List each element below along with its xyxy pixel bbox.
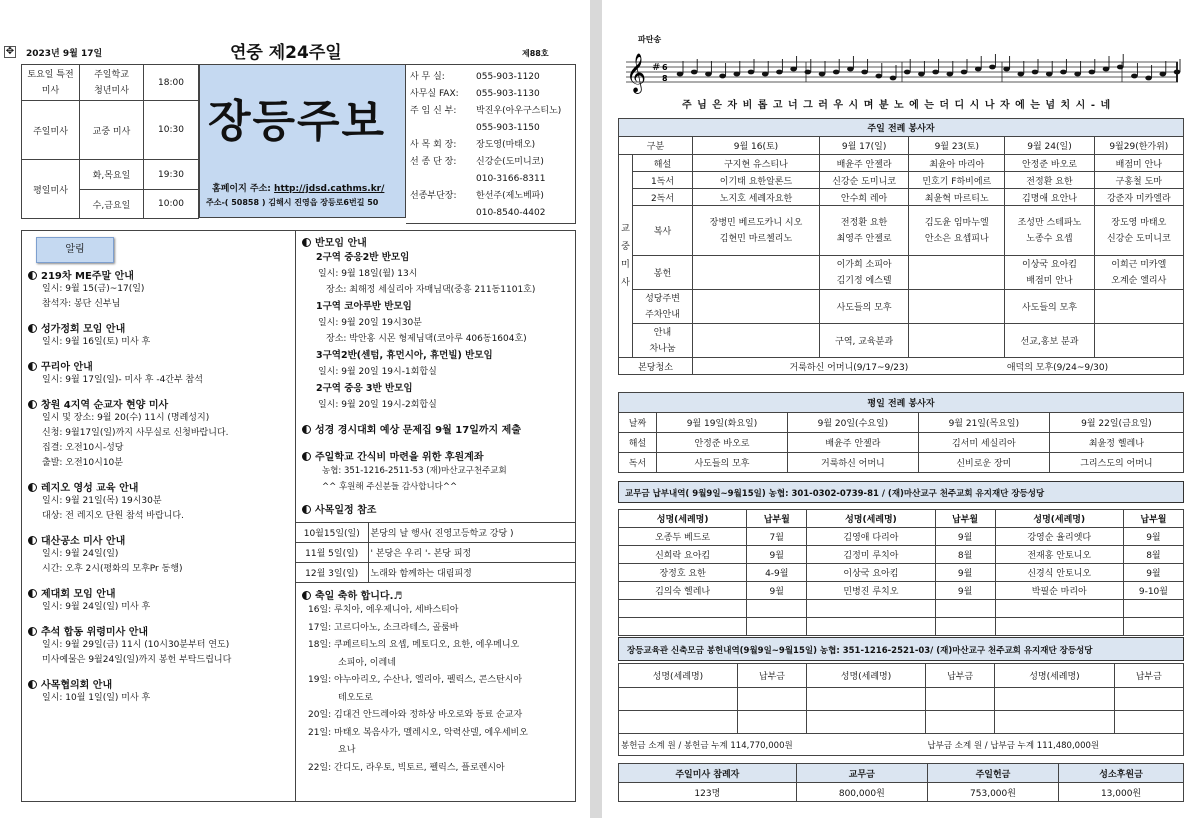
exam-notice: 성경 경시대회 예상 문제집 9월 17일까지 제출	[315, 425, 521, 436]
row-label: 복사	[633, 206, 693, 256]
volunteer-cell: 선교,홍보 분과	[1005, 324, 1094, 358]
column-header: 납부월	[747, 510, 807, 528]
side-label: 교 중 미 사	[619, 155, 633, 358]
volunteer-cell: 이희근 미카엘 오계순 엘리사	[1094, 256, 1183, 290]
contact-row	[406, 205, 575, 222]
exam-section	[296, 421, 575, 436]
column-header: 9월 23(토)	[909, 137, 1005, 155]
volunteer-cell: 안수희 레아	[819, 189, 908, 206]
feast-line: 18일: 쿠페르티노의 요셉, 메토디오, 요한, 에우메니오	[308, 640, 520, 650]
volunteer-cell: 구역, 교육분과	[819, 324, 908, 358]
building-fund-title: 장등교육관 신축모금 봉헌내역(9월9일~9월15일) 농협: 351-1216-2521-03/ (재)마산교구 천주교회 유지재단 장등성당	[618, 637, 1184, 661]
payer-name: 전재홍 안토니오	[995, 546, 1123, 564]
contact-label: 사 무 실:	[410, 72, 445, 82]
dues-title: 교무금 납부내역( 9월9일~9월15일) 농협: 301-0302-0739-81 / (재)마산교구 천주교회 유지재단 장등성당	[618, 481, 1184, 503]
pastoral-event: 본당의 날 행사( 진영고등학교 강당 )	[368, 523, 576, 543]
notice-line: 시간: 오후 2시(평화의 모후Pr 동행)	[42, 564, 183, 574]
sunday-mass-type: 교중 미사	[80, 101, 144, 160]
weekday-mass-day2: 수,금요일	[80, 190, 144, 219]
volunteer-cell: 구지현 유스티나	[693, 155, 820, 172]
notice-line: 대상: 전 레지오 단원 참석 바랍니다.	[42, 511, 184, 521]
feast-line: 소피아, 이레네	[338, 657, 396, 668]
cleaning-label: 본당청소	[619, 358, 693, 375]
volunteer-cell	[693, 324, 820, 358]
feast-line: 테오도로	[338, 692, 373, 703]
sponsor-line: 농협: 351-1216-2511-53 (재)마산교구천주교회	[322, 466, 507, 476]
volunteer-cell	[909, 324, 1005, 358]
column-header: 성명(세례명)	[995, 664, 1114, 688]
svg-text:#: #	[652, 62, 661, 73]
payer-name: 김정미 루치아	[807, 546, 935, 564]
church-address: 주소-( 50858 ) 김해시 진영읍 장등로6번길 50	[206, 198, 379, 207]
payment-month: 8월	[1123, 546, 1183, 564]
half-circle-bullet-icon	[28, 362, 37, 371]
column-header: 성명(세례명)	[807, 510, 935, 528]
banmoim-section	[296, 231, 575, 413]
weekly-stats-table	[618, 763, 1184, 802]
payer-name	[807, 600, 935, 618]
volunteer-cell: 김서미 세실리아	[918, 433, 1049, 453]
notice-line: 일시: 9월 16일(토) 미사 후	[42, 337, 151, 347]
half-circle-bullet-icon	[28, 536, 37, 545]
homepage-link[interactable]: http://jdsd.cathms.kr/	[274, 184, 385, 194]
contact-value: 한선주(제노베파)	[476, 191, 544, 201]
weekday-service-title: 평일 전례 봉사자	[619, 393, 1184, 413]
sunday-mass-label: 주일미사	[22, 101, 80, 160]
volunteer-cell: 구홍철 도마	[1094, 172, 1183, 189]
feast-section	[296, 587, 575, 777]
notice-line: 일시: 9월 24일(일) 미사 후	[42, 602, 151, 612]
volunteer-cell: 김명애 요안나	[1005, 189, 1094, 206]
column-header: 납부월	[935, 510, 995, 528]
banmoim-title: 반모임 안내	[302, 234, 575, 249]
contact-row	[406, 188, 575, 205]
issue-number: 제88호	[522, 49, 549, 58]
half-circle-bullet-icon	[302, 452, 311, 461]
contact-row	[406, 86, 575, 103]
volunteer-cell: 강준자 미카엘라	[1094, 189, 1183, 206]
offering-summary: 봉헌금 소계 원 / 봉헌금 누계 114,770,000원	[619, 734, 926, 756]
volunteer-cell: 신강순 도미니코	[819, 172, 908, 189]
contact-value: 010-3166-8311	[476, 174, 546, 184]
sponsor-section	[296, 448, 575, 495]
volunteer-cell: 배윤주 안젤라	[819, 155, 908, 172]
column-header: 9월 24(일)	[1005, 137, 1094, 155]
row-label: 2독서	[633, 189, 693, 206]
volunteer-cell: 배윤주 안젤라	[787, 433, 918, 453]
volunteer-cell: 최윤정 헬레나	[1049, 433, 1183, 453]
payer-name: 박필순 마리아	[995, 582, 1123, 600]
payment-month: 9월	[1123, 564, 1183, 582]
payment-month	[747, 618, 807, 636]
row-label: 해설	[619, 433, 657, 453]
stats-value: 13,000원	[1059, 783, 1184, 802]
row-label: 성당주변 주차안내	[633, 290, 693, 324]
volunteer-cell: 최윤혁 마르티노	[909, 189, 1005, 206]
sunday-service-title: 주일 전례 봉사자	[619, 119, 1184, 137]
notice-line: 집결: 오전10시-성당	[42, 443, 124, 453]
volunteer-cell: 최윤아 마리아	[909, 155, 1005, 172]
contact-row	[406, 154, 575, 171]
empty-cell	[807, 688, 926, 711]
contact-label: 사 목 회 장:	[410, 140, 457, 150]
empty-cell	[737, 688, 806, 711]
row-label: 독서	[619, 453, 657, 473]
banmoim-group-name: 3구역2반(센텀, 휴먼시아, 휴먼빌) 반모임	[316, 350, 493, 361]
sponsor-line: ^^ 후원해 주신분들 감사합니다^^	[322, 482, 458, 492]
payment-month	[747, 600, 807, 618]
notice-line: 일시: 9월 29일(금) 11시 (10시30분부터 연도)	[42, 640, 230, 650]
info-column	[296, 230, 576, 802]
contact-value: 신강순(도미니코)	[476, 157, 544, 167]
sunday-service-table	[618, 118, 1184, 375]
contact-row	[406, 137, 575, 154]
column-header: 납부월	[1123, 510, 1183, 528]
payer-name	[619, 600, 747, 618]
notice-title: 꾸리아 안내	[28, 358, 293, 373]
volunteer-cell: 전정환 요한 최영주 안젤로	[819, 206, 908, 256]
volunteer-cell: 김도윤 임마누엘 안소은 요셉피나	[909, 206, 1005, 256]
volunteer-cell	[1094, 324, 1183, 358]
payment-month: 8월	[935, 546, 995, 564]
volunteer-cell: 장병민 베르도카니 시오 김현민 마르첼리노	[693, 206, 820, 256]
volunteer-cell: 안정준 바오로	[1005, 155, 1094, 172]
notice-line: 일시: 9월 21일(목) 19시30분	[42, 496, 162, 506]
payment-month: 9월	[935, 582, 995, 600]
half-circle-bullet-icon	[28, 589, 37, 598]
payer-name: 오종두 베드로	[619, 528, 747, 546]
payment-month: 9-10월	[1123, 582, 1183, 600]
payment-month: 4-9월	[747, 564, 807, 582]
volunteer-cell: 거룩하신 어머니	[787, 453, 918, 473]
svg-text:8: 8	[662, 74, 668, 83]
feast-line: 17일: 고르디아노, 소크라테스, 골룸바	[308, 622, 459, 633]
empty-cell	[619, 688, 738, 711]
cleaning-week1: 거룩하신 어머니(9/17~9/23)	[693, 358, 1005, 375]
payment-month: 9월	[1123, 528, 1183, 546]
mass-schedule-table	[21, 64, 199, 219]
feast-line: 19일: 야누아리오, 수산나, 엘리아, 펠릭스, 콘스탄시아	[308, 675, 523, 685]
payment-month	[935, 618, 995, 636]
column-header: 9월 21일(목요일)	[918, 413, 1049, 433]
payment-summary: 납부금 소계 원 / 납부금 누계 111,480,000원	[925, 734, 1183, 756]
contact-value: 010-8540-4402	[476, 208, 546, 218]
saturday-mass-label: 토요일 특전미사	[22, 65, 80, 101]
payment-month: 9월	[935, 528, 995, 546]
payer-name: 장정호 요한	[619, 564, 747, 582]
banmoim-group-name: 2구역 중응2반 반모임	[316, 252, 410, 263]
bulletin-date: 2023년 9월 17일	[26, 49, 103, 59]
volunteer-cell: 전정환 요한	[1005, 172, 1094, 189]
stats-value: 800,000원	[796, 783, 927, 802]
notice-title: 성가정회 모임 안내	[28, 320, 293, 335]
contacts-box	[406, 64, 576, 224]
stats-header: 교무금	[796, 764, 927, 783]
empty-cell	[925, 711, 994, 734]
payment-month: 9월	[747, 582, 807, 600]
notice-line: 미사예물은 9월24일(일)까지 봉헌 부탁드립니다	[42, 655, 232, 665]
payer-name: 신경식 안토니오	[995, 564, 1123, 582]
volunteer-cell: 그리스도의 어머니	[1049, 453, 1183, 473]
banmoim-line: 장소: 최해정 세실리아 자매님댁(중흥 211동1101호)	[326, 285, 536, 295]
banmoim-line: 일시: 9월 18일(월) 13시	[318, 269, 418, 279]
contact-value: 055-903-1130	[476, 89, 540, 99]
contact-row	[406, 69, 575, 86]
banmoim-group-name: 1구역 코아루반 반모임	[316, 301, 412, 312]
column-header: 성명(세례명)	[995, 510, 1123, 528]
column-header: 9월 16(토)	[693, 137, 820, 155]
half-circle-bullet-icon	[28, 627, 37, 636]
notice-title: 219차 ME주말 안내	[28, 267, 293, 282]
pastoral-event: 노래와 함께하는 대림피정	[368, 563, 576, 583]
volunteer-cell: 조성만 스테파노 노종수 요셉	[1005, 206, 1094, 256]
homepage-line: 홈페이지 주소: http://jdsd.cathms.kr/	[212, 184, 385, 194]
feast-line: 20일: 김대건 안드레아와 정하상 바오로와 동료 순교자	[308, 710, 523, 720]
volunteer-cell: 사도들의 모후	[819, 290, 908, 324]
sponsor-title: 주일학교 간식비 마련을 위한 후원계좌	[315, 452, 484, 463]
feast-line: 21일: 마태오 복음사가, 멜레시오, 악력산델, 에우세비오	[308, 727, 528, 738]
empty-cell	[995, 711, 1114, 734]
banmoim-group-name: 2구역 중응 3반 반모임	[316, 383, 413, 394]
volunteer-cell: 노지호 세례자요한	[693, 189, 820, 206]
volunteer-cell	[1094, 290, 1183, 324]
sunday-mass-time: 10:30	[144, 101, 199, 160]
column-header: 성명(세례명)	[619, 510, 747, 528]
weekday-mass-label: 평일미사	[22, 160, 80, 219]
notice-line: 신청: 9월17일(일)까지 사무실로 신청바랍니다.	[42, 428, 229, 438]
weekday-mass-time1: 19:30	[144, 160, 199, 190]
volunteer-cell: 신비로운 장미	[918, 453, 1049, 473]
empty-cell	[925, 688, 994, 711]
payer-name	[995, 618, 1123, 636]
banmoim-line: 일시: 9월 20일 19시-1회합실	[318, 367, 437, 377]
saturday-mass-time: 18:00	[144, 65, 199, 101]
pastoral-section	[296, 501, 575, 516]
half-circle-bullet-icon	[302, 591, 311, 600]
notice-line: 일시 및 장소: 9월 20(수) 11시 (명례성지)	[42, 413, 210, 423]
row-label: 1독서	[633, 172, 693, 189]
stats-value: 753,000원	[927, 783, 1058, 802]
notice-button[interactable]: 알림	[36, 237, 114, 263]
column-header: 날짜	[619, 413, 657, 433]
payment-month: 7월	[747, 528, 807, 546]
dues-table	[618, 509, 1184, 636]
song-label: 파탄송	[638, 35, 662, 44]
stats-header: 주일헌금	[927, 764, 1058, 783]
payer-name	[807, 618, 935, 636]
column-header: 구분	[619, 137, 693, 155]
payer-name	[995, 600, 1123, 618]
notices-column	[21, 230, 296, 802]
payer-name: 김의숙 헬레나	[619, 582, 747, 600]
contact-label: 주 임 신 부:	[410, 106, 457, 116]
payment-month: 9월	[935, 564, 995, 582]
volunteer-cell	[909, 290, 1005, 324]
contact-value: 장도영(마태오)	[476, 140, 536, 150]
row-label: 봉헌	[633, 256, 693, 290]
empty-cell	[995, 688, 1114, 711]
column-header: 성명(세례명)	[619, 664, 738, 688]
feast-line: 요나	[338, 745, 356, 755]
weekday-service-table	[618, 392, 1184, 473]
notice-line: 일시: 9월 15(금)~17(일)	[42, 284, 145, 294]
pastoral-date: 12월 3일(일)	[296, 563, 368, 583]
column-header: 9월29(한가위)	[1094, 137, 1183, 155]
feast-line: 16일: 루치아, 에우제니아, 세바스티아	[308, 605, 459, 615]
banmoim-line: 일시: 9월 20일 19시-2회합실	[318, 400, 437, 410]
column-header: 9월 19일(화요일)	[657, 413, 788, 433]
notice-title: 레지오 영성 교육 안내	[28, 479, 293, 494]
volunteer-cell: 배점미 안나	[1094, 155, 1183, 172]
payment-month: 9월	[747, 546, 807, 564]
payer-name: 신희락 요아킴	[619, 546, 747, 564]
column-header: 9월 20일(수요일)	[787, 413, 918, 433]
contact-value: 055-903-1150	[476, 123, 540, 133]
bulletin-front-page	[0, 0, 590, 818]
contact-label: 사무실 FAX:	[410, 89, 459, 99]
row-label: 해설	[633, 155, 693, 172]
column-header: 납부금	[1114, 664, 1184, 688]
bulletin-back-page	[602, 0, 1200, 818]
pastoral-title: 사목일정 참조	[315, 505, 377, 516]
volunteer-cell: 민호기 F하비에르	[909, 172, 1005, 189]
half-circle-bullet-icon	[302, 505, 311, 514]
volunteer-cell	[693, 256, 820, 290]
half-circle-bullet-icon	[302, 425, 311, 434]
move-handle-icon[interactable]: ✥	[5, 46, 15, 57]
empty-cell	[1114, 688, 1184, 711]
contact-row	[406, 120, 575, 137]
pastoral-date: 10월15일(일)	[296, 523, 368, 543]
feast-line: 22일: 간디도, 라우토, 빅토르, 펠릭스, 플로렌시아	[308, 762, 505, 773]
column-header: 납부금	[925, 664, 994, 688]
pastoral-date: 11월 5일(일)	[296, 543, 368, 563]
stats-value: 123명	[619, 783, 797, 802]
volunteer-cell: 사도들의 모후	[657, 453, 788, 473]
title-box	[199, 64, 406, 218]
contact-value: 박진우(아우구스티노)	[476, 106, 562, 116]
notice-title: 대산공소 미사 안내	[28, 532, 293, 547]
notice-title: 사목협의회 안내	[28, 676, 293, 691]
song-lyrics: 주 님 은 자 비 롭 고 너 그 러 우 시 며 분 노 에 는 더 디 시 나 자 에 는 넘 치 시 - 네	[682, 100, 1112, 111]
treble-clef-icon: 𝄞	[626, 53, 647, 93]
cleaning-week2: 애덕의 모후(9/24~9/30)	[1005, 358, 1184, 375]
weekday-mass-time2: 10:00	[144, 190, 199, 219]
banmoim-line: 일시: 9월 20일 19시30분	[318, 318, 422, 328]
volunteer-cell: 이상국 요아킴 배점미 안나	[1005, 256, 1094, 290]
payer-name: 김영애 다리아	[807, 528, 935, 546]
half-circle-bullet-icon	[28, 483, 37, 492]
building-fund-table	[618, 663, 1184, 756]
empty-cell	[619, 711, 738, 734]
stats-header: 성소후원금	[1059, 764, 1184, 783]
notice-line: 일시: 9월 24일(일)	[42, 549, 119, 559]
notice-title: 창원 4지역 순교자 현양 미사	[28, 396, 293, 411]
empty-cell	[1114, 711, 1184, 734]
volunteer-cell	[693, 290, 820, 324]
column-header: 성명(세례명)	[807, 664, 926, 688]
bulletin-title: 장등주보	[208, 96, 387, 147]
payment-month	[1123, 600, 1183, 618]
music-staff	[622, 42, 1182, 94]
empty-cell	[737, 711, 806, 734]
half-circle-bullet-icon	[28, 271, 37, 280]
payment-month	[1123, 618, 1183, 636]
pastoral-event: ' 본당은 우리 '- 본당 피정	[368, 543, 576, 563]
column-header: 납부금	[737, 664, 806, 688]
volunteer-cell: 사도들의 모후	[1005, 290, 1094, 324]
half-circle-bullet-icon	[28, 324, 37, 333]
banmoim-line: 장소: 박안홍 시몬 형제님댁(코아루 406동1604호)	[326, 334, 527, 344]
weekday-mass-day1: 화,목요일	[80, 160, 144, 190]
volunteer-cell	[909, 256, 1005, 290]
pastoral-schedule-table	[296, 522, 576, 583]
column-header: 9월 17(일)	[819, 137, 908, 155]
feast-title: 축일 축하 합니다.♬	[315, 591, 403, 602]
contact-label: 선 종 단 장:	[410, 157, 457, 167]
contact-label: 선종부단장:	[410, 191, 457, 201]
contact-value: 055-903-1120	[476, 72, 540, 82]
payer-name: 민병진 루치오	[807, 582, 935, 600]
notice-line: 출발: 오전10시10분	[42, 458, 123, 468]
notice-title: 추석 합동 위령미사 안내	[28, 623, 293, 638]
liturgical-week: 연중 제24주일	[230, 43, 342, 63]
half-circle-bullet-icon	[28, 680, 37, 689]
notice-line: 참석자: 봉단 신부님	[42, 299, 121, 309]
stats-header: 주일미사 참례자	[619, 764, 797, 783]
volunteer-cell: 이기태 요한알론드	[693, 172, 820, 189]
volunteer-cell: 장도영 마태오 신강순 도미니코	[1094, 206, 1183, 256]
payment-month	[935, 600, 995, 618]
contact-row	[406, 171, 575, 188]
notice-title: 제대회 모임 안내	[28, 585, 293, 600]
payer-name: 강영순 율리엣다	[995, 528, 1123, 546]
half-circle-bullet-icon	[302, 238, 311, 247]
payer-name	[619, 618, 747, 636]
notice-line: 일시: 9월 17일(일)- 미사 후 -4간부 참석	[42, 375, 203, 385]
volunteer-cell: 이가희 소피아 김기정 에스텔	[819, 256, 908, 290]
saturday-mass-type: 주일학교 청년미사	[80, 65, 144, 101]
volunteer-cell: 안정준 바오로	[657, 433, 788, 453]
half-circle-bullet-icon	[28, 400, 37, 409]
notice-line: 일시: 10월 1일(일) 미사 후	[42, 693, 151, 703]
contact-row	[406, 103, 575, 120]
svg-text:6: 6	[662, 63, 668, 72]
row-label: 안내 차나눔	[633, 324, 693, 358]
payer-name: 이상국 요아킴	[807, 564, 935, 582]
column-header: 9월 22일(금요일)	[1049, 413, 1183, 433]
empty-cell	[807, 711, 926, 734]
